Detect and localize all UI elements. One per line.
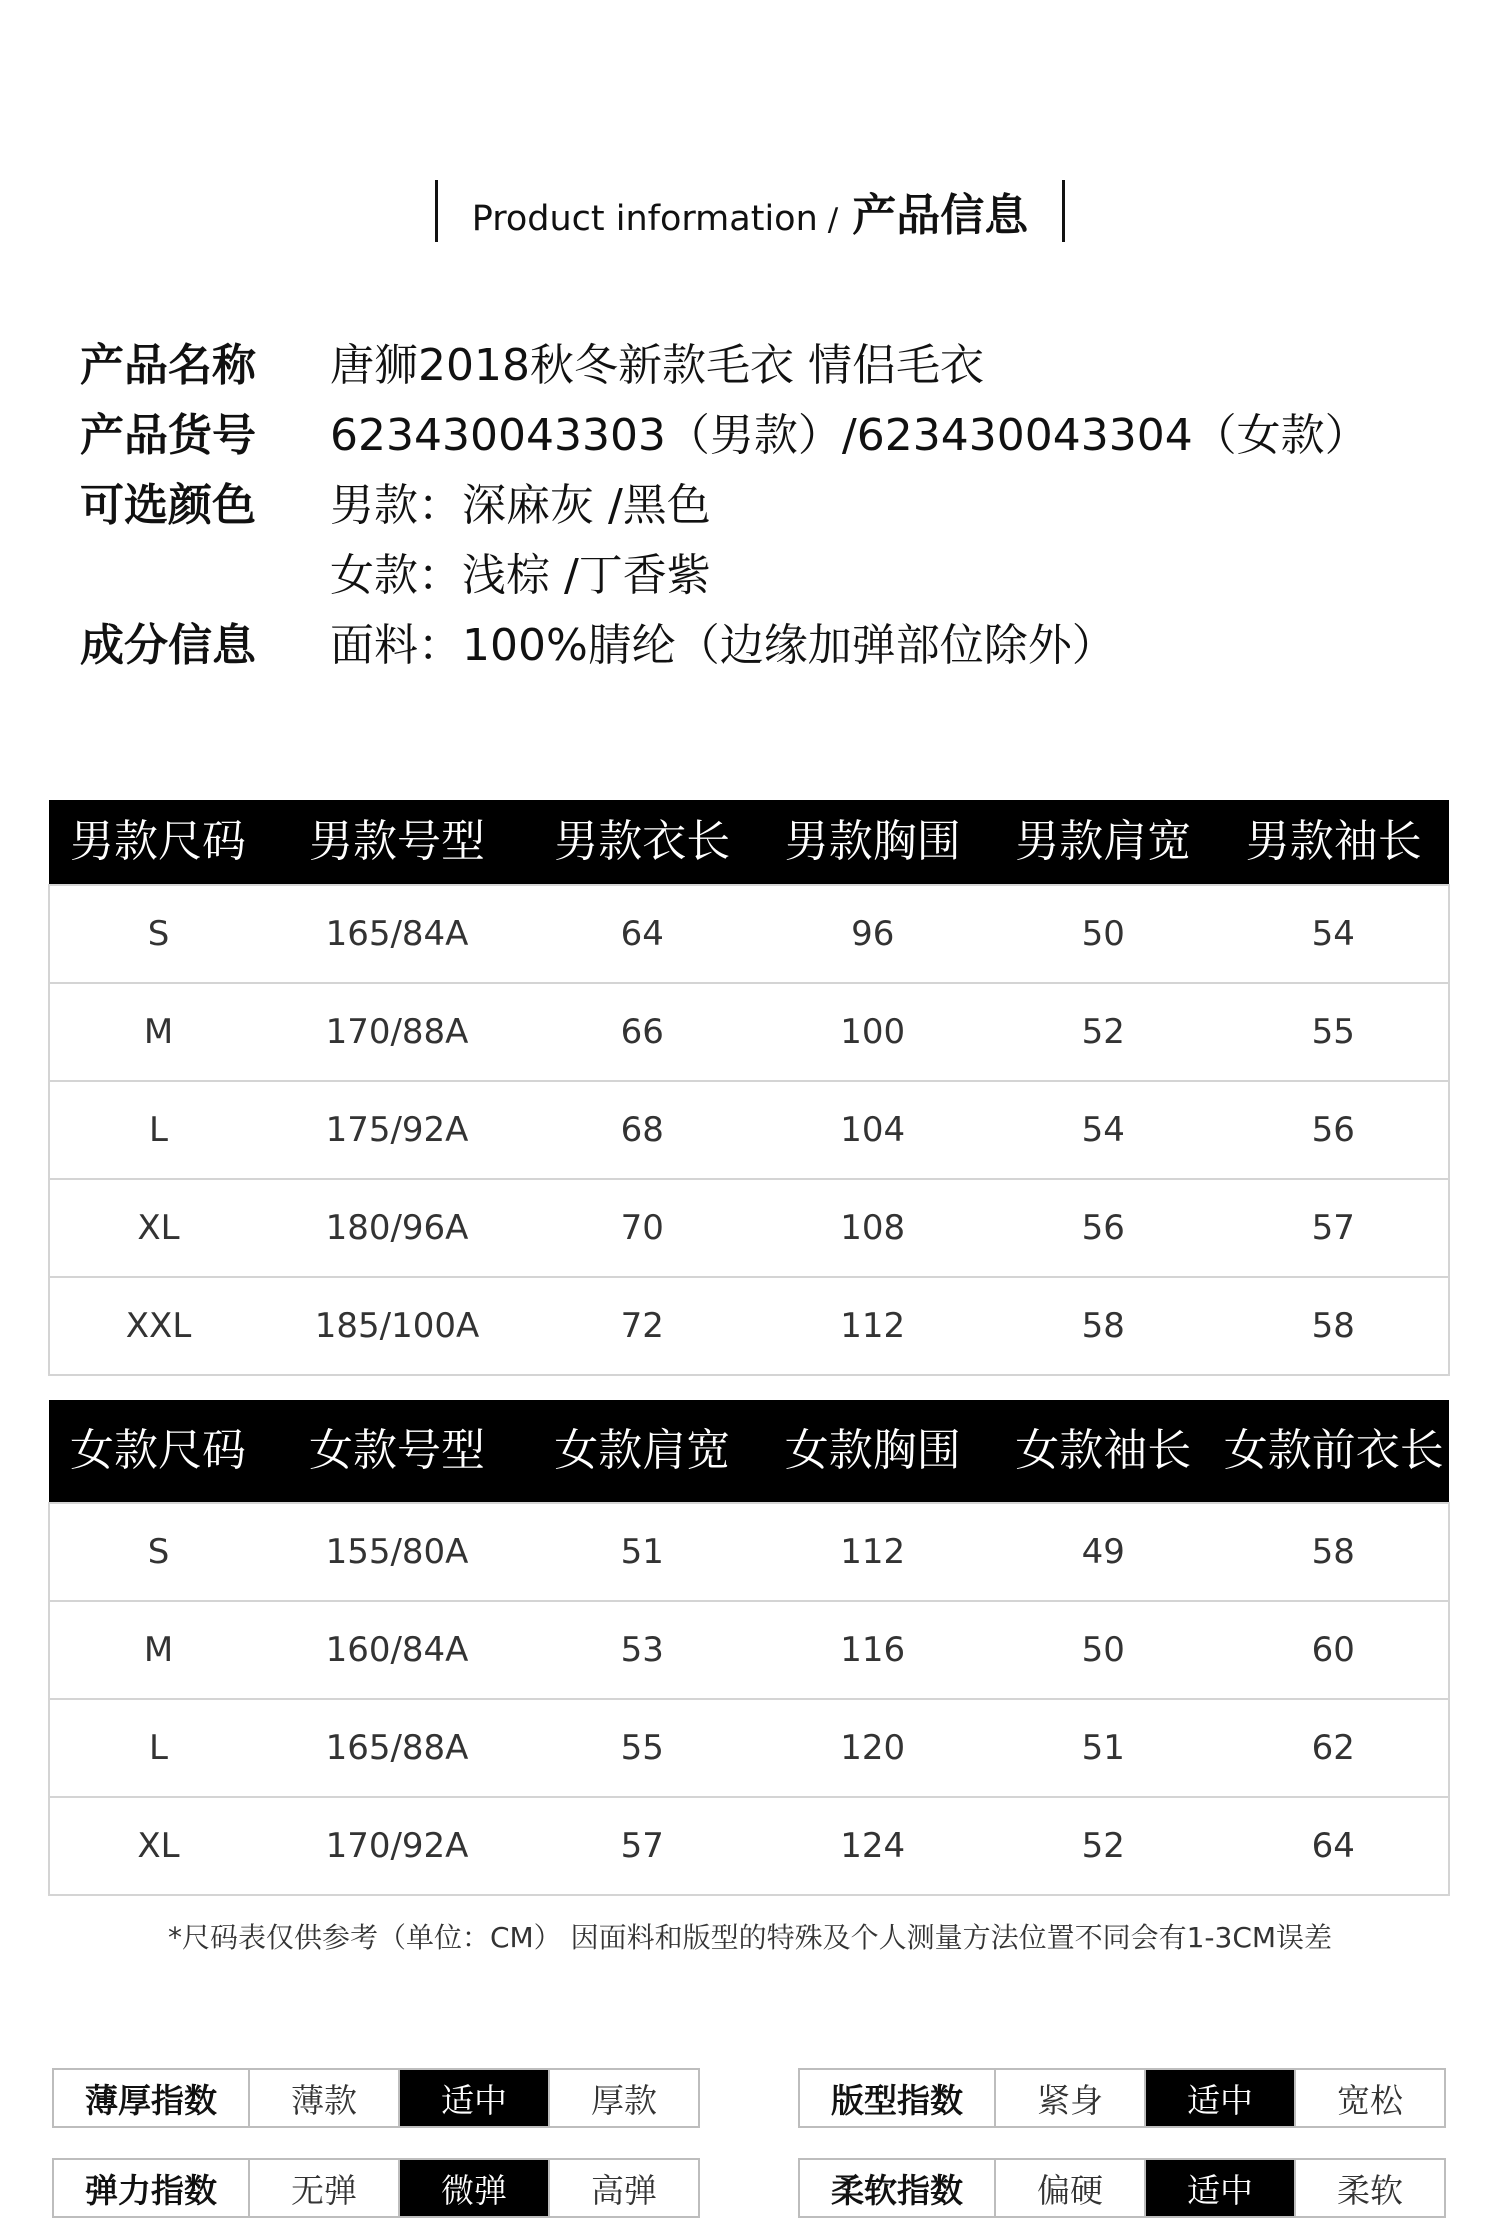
table-cell: XL (49, 1179, 267, 1277)
table-row (49, 885, 1449, 983)
table-cell: 64 (620, 914, 664, 954)
table-header-row (49, 1400, 1449, 1503)
index-option: 宽松 (1295, 2069, 1445, 2127)
table-cell: 54 (988, 1081, 1219, 1179)
table-cell: 72 (527, 1277, 758, 1375)
index-option: 紧身 (995, 2069, 1145, 2127)
table-cell: 170/88A (267, 983, 527, 1081)
table-cell: 58 (988, 1277, 1219, 1375)
column-header: 男款尺码 (49, 800, 267, 885)
info-label: 产品名称 (80, 340, 256, 391)
table-cell: 175/92A (267, 1081, 527, 1179)
table-cell: 112 (840, 1532, 906, 1572)
table-header-row (49, 800, 1449, 885)
table-cell: 54 (1311, 914, 1355, 954)
table-cell: 58 (1219, 1277, 1450, 1375)
table-cell: 52 (988, 983, 1219, 1081)
index-option: 厚款 (549, 2069, 699, 2127)
table-cell: 104 (758, 1081, 989, 1179)
info-label: 可选颜色 (80, 480, 256, 531)
table-cell: M (49, 983, 267, 1081)
header-title-en: Product information (471, 199, 818, 239)
header-title (438, 179, 1062, 243)
table-cell: S (147, 914, 170, 954)
table-row (49, 1699, 1449, 1797)
table-cell: S (147, 1532, 170, 1572)
table-row (49, 1797, 1449, 1895)
info-value: 唐狮2018秋冬新款毛衣 情侣毛衣 (330, 340, 984, 391)
women-size-table (48, 1400, 1450, 1896)
column-header: 女款袖长 (988, 1400, 1219, 1503)
index-option-selected: 微弹 (399, 2159, 549, 2217)
section-header (0, 178, 1500, 244)
column-header: 男款号型 (267, 800, 527, 885)
table-cell: 180/96A (267, 1179, 527, 1277)
column-header: 女款肩宽 (527, 1400, 758, 1503)
table-cell: 52 (988, 1797, 1219, 1895)
table-row (49, 1277, 1449, 1375)
table-row (49, 1179, 1449, 1277)
info-row-name (80, 326, 1369, 396)
table-row (49, 1503, 1449, 1601)
column-header: 男款胸围 (758, 800, 989, 885)
table-row (49, 983, 1449, 1081)
index-thickness (52, 2068, 700, 2128)
header-title-cn: 产品信息 (852, 190, 1029, 241)
table-cell: XXL (49, 1277, 267, 1375)
table-cell: 57 (527, 1797, 758, 1895)
table-cell: L (49, 1699, 267, 1797)
index-elasticity (52, 2158, 700, 2218)
index-label: 薄厚指数 (53, 2069, 249, 2127)
table-cell: 55 (527, 1699, 758, 1797)
table-cell: 108 (758, 1179, 989, 1277)
men-size-table (48, 800, 1450, 1376)
index-option: 柔软 (1295, 2159, 1445, 2217)
info-label: 产品货号 (80, 410, 256, 461)
column-header: 男款袖长 (1219, 800, 1450, 885)
table-cell: 96 (851, 914, 895, 954)
index-option: 偏硬 (995, 2159, 1145, 2217)
table-cell: 112 (758, 1277, 989, 1375)
index-option-selected: 适中 (1145, 2159, 1295, 2217)
table-cell: 165/88A (267, 1699, 527, 1797)
table-cell: 51 (988, 1699, 1219, 1797)
table-cell: 66 (527, 983, 758, 1081)
info-value: 623430043303（男款）/623430043304（女款） (330, 410, 1369, 461)
table-cell: 50 (988, 1601, 1219, 1699)
table-cell: 55 (1219, 983, 1450, 1081)
info-row-material (80, 606, 1369, 676)
info-value: 男款：深麻灰 /黑色 (330, 480, 711, 531)
column-header: 女款胸围 (758, 1400, 989, 1503)
info-row-sku (80, 396, 1369, 466)
table-cell: 60 (1219, 1601, 1450, 1699)
table-cell: 170/92A (267, 1797, 527, 1895)
table-cell: 185/100A (267, 1277, 527, 1375)
table-cell: 49 (1081, 1532, 1125, 1572)
table-cell: 120 (758, 1699, 989, 1797)
index-label: 版型指数 (799, 2069, 995, 2127)
column-header: 男款衣长 (527, 800, 758, 885)
info-value: 女款：浅棕 /丁香紫 (330, 550, 711, 601)
size-note: *尺码表仅供参考（单位：CM） 因面料和版型的特殊及个人测量方法位置不同会有1-3CM误差 (167, 1921, 1333, 1954)
column-header: 女款前衣长 (1219, 1400, 1450, 1503)
header-slash: / (827, 202, 839, 238)
table-cell: XL (49, 1797, 267, 1895)
table-cell: 57 (1219, 1179, 1450, 1277)
table-cell: 50 (1081, 914, 1125, 954)
product-info (80, 326, 1369, 676)
table-cell: 100 (758, 983, 989, 1081)
table-cell: 116 (758, 1601, 989, 1699)
column-header: 男款肩宽 (988, 800, 1219, 885)
index-option-selected: 适中 (399, 2069, 549, 2127)
index-option: 薄款 (249, 2069, 399, 2127)
table-cell: L (49, 1081, 267, 1179)
table-cell: 70 (527, 1179, 758, 1277)
table-cell: 155/80A (325, 1532, 469, 1572)
header-right-bar (1062, 180, 1065, 242)
info-label: 成分信息 (80, 620, 256, 671)
index-option: 高弹 (549, 2159, 699, 2217)
index-option: 无弹 (249, 2159, 399, 2217)
index-label: 弹力指数 (53, 2159, 249, 2217)
table-row (49, 1601, 1449, 1699)
table-cell: 62 (1219, 1699, 1450, 1797)
table-cell: 56 (1219, 1081, 1450, 1179)
table-cell: 58 (1311, 1532, 1355, 1572)
table-cell: 56 (988, 1179, 1219, 1277)
info-row-colors-women (80, 536, 1369, 606)
table-cell: 124 (758, 1797, 989, 1895)
index-label: 柔软指数 (799, 2159, 995, 2217)
table-cell: 68 (527, 1081, 758, 1179)
table-cell: 53 (527, 1601, 758, 1699)
index-fit (798, 2068, 1446, 2128)
table-cell: 51 (620, 1532, 664, 1572)
column-header: 女款尺码 (49, 1400, 267, 1503)
table-cell: M (49, 1601, 267, 1699)
table-row (49, 1081, 1449, 1179)
table-cell: 160/84A (267, 1601, 527, 1699)
info-row-colors (80, 466, 1369, 536)
info-value: 面料：100%腈纶（边缘加弹部位除外） (330, 620, 1116, 671)
index-option-selected: 适中 (1145, 2069, 1295, 2127)
index-softness (798, 2158, 1446, 2218)
table-cell: 64 (1219, 1797, 1450, 1895)
table-cell: 165/84A (325, 914, 469, 954)
column-header: 女款号型 (267, 1400, 527, 1503)
